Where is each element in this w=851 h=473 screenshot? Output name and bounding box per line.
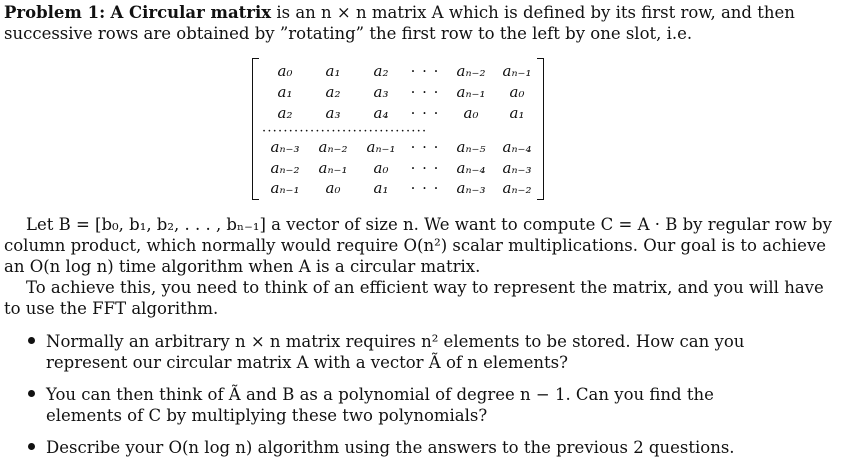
matrix-row xyxy=(260,83,540,103)
bullet-icon xyxy=(28,390,35,397)
matrix-cell: a₂ xyxy=(373,62,389,80)
bullet-text: Describe your O(n log n) algorithm using the answers to the previous 2 questions. xyxy=(46,438,735,457)
matrix-cell: a₁ xyxy=(277,83,293,101)
matrix-cell: · · · xyxy=(410,83,440,101)
matrix-cell: aₙ₋₃ xyxy=(270,138,300,156)
matrix-cell: a₀ xyxy=(509,83,525,101)
matrix-cell: aₙ₋₂ xyxy=(318,138,348,156)
matrix-cell: aₙ₋₂ xyxy=(270,159,300,177)
matrix-cell: · · · xyxy=(410,159,440,177)
matrix-separator: ······························· xyxy=(262,124,428,139)
matrix-cell: aₙ₋₄ xyxy=(456,159,486,177)
matrix-cell: aₙ₋₃ xyxy=(502,159,532,177)
bullet-item xyxy=(28,384,788,426)
matrix-cell: · · · xyxy=(410,138,440,156)
matrix-cell: aₙ₋₄ xyxy=(502,138,532,156)
matrix-cell: a₄ xyxy=(373,104,389,122)
circular-matrix xyxy=(252,58,544,200)
matrix-cell: a₂ xyxy=(325,83,341,101)
matrix-cell: aₙ₋₁ xyxy=(318,159,348,177)
paragraph-problem-statement: Let B = [b₀, b₁, b₂, . . . , bₙ₋₁] a vector of size n. We want to compute C = A · B by regular row by column product, which normally would require O(n²) scalar multiplications. Our goal is to achieve an O(n log n) time algorithm when A is a circular matrix. xyxy=(4,215,832,276)
matrix-cell: · · · xyxy=(410,62,440,80)
matrix-cell: a₀ xyxy=(277,62,293,80)
matrix-cell: · · · xyxy=(410,179,440,197)
matrix-cell: a₁ xyxy=(373,179,389,197)
matrix-row xyxy=(260,179,540,199)
matrix-cell: a₃ xyxy=(325,104,341,122)
matrix-cell: · · · xyxy=(410,104,440,122)
matrix-cell: aₙ₋₁ xyxy=(270,179,300,197)
matrix-cell: aₙ₋₃ xyxy=(456,179,486,197)
matrix-cell: a₀ xyxy=(373,159,389,177)
problem-title: A Circular matrix xyxy=(110,3,272,22)
bullet-text: You can then think of Ã and B as a polynomial of degree n − 1. Can you find the elements of C by multiplying these two polynomials? xyxy=(46,385,714,425)
bullet-icon xyxy=(28,443,35,450)
paragraph-approach: To achieve this, you need to think of an efficient way to represent the matrix, and you will have to use the FFT algorithm. xyxy=(4,278,824,318)
matrix-cell: a₁ xyxy=(325,62,341,80)
matrix-cell: aₙ₋₁ xyxy=(502,62,532,80)
matrix-cell: a₂ xyxy=(277,104,293,122)
matrix-row xyxy=(260,62,540,82)
matrix-cell: aₙ₋₅ xyxy=(456,138,486,156)
matrix-cell: aₙ₋₁ xyxy=(456,83,486,101)
matrix-cell: a₃ xyxy=(373,83,389,101)
matrix-row xyxy=(260,159,540,179)
matrix-cell: aₙ₋₂ xyxy=(456,62,486,80)
matrix-cell: a₀ xyxy=(325,179,341,197)
matrix-cell: aₙ₋₂ xyxy=(502,179,532,197)
bullet-text: Normally an arbitrary n × n matrix requires n² elements to be stored. How can you represent our circular matrix A with a vector Ã of n elements? xyxy=(46,332,745,372)
bullet-item xyxy=(28,331,788,373)
matrix-row xyxy=(260,104,540,124)
matrix-cell: aₙ₋₁ xyxy=(366,138,396,156)
matrix-row xyxy=(260,138,540,158)
problem-label: Problem 1: xyxy=(4,3,106,22)
bullet-item xyxy=(28,437,788,458)
matrix-cell: a₀ xyxy=(463,104,479,122)
matrix-left-bracket xyxy=(252,58,259,200)
matrix-cell: a₁ xyxy=(509,104,525,122)
bullet-icon xyxy=(28,337,35,344)
problem-intro-text: is an n × n matrix A which is defined by its first row, and then successive rows are obtained by ”rotating” the first row to the left by one slot, i.e. xyxy=(4,3,795,43)
problem-intro xyxy=(4,2,834,44)
